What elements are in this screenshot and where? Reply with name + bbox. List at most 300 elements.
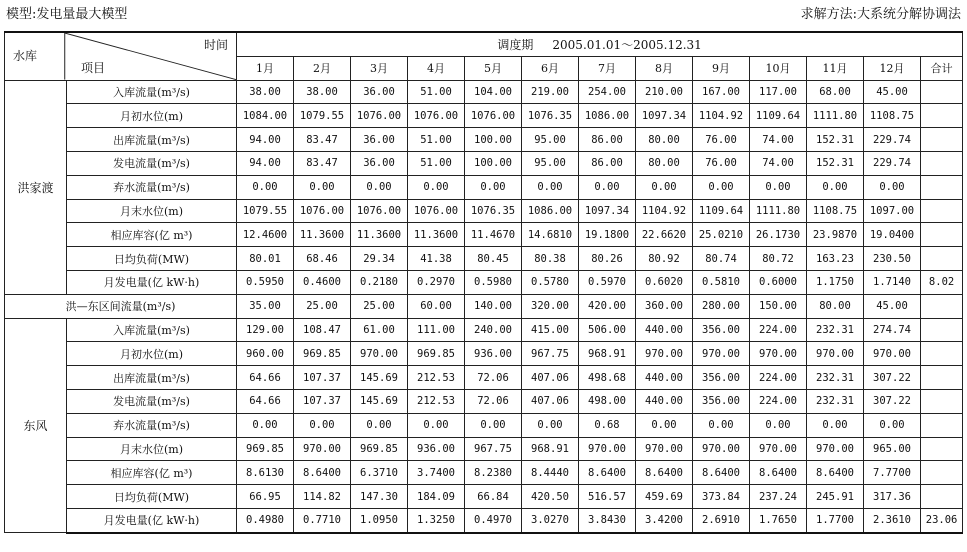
value-cell: 8.6400 — [579, 461, 636, 485]
value-cell: 1076.00 — [351, 104, 408, 128]
value-cell: 8.6130 — [237, 461, 294, 485]
value-cell: 970.00 — [750, 342, 807, 366]
period-value: 2005.01.01～2005.12.31 — [552, 37, 702, 52]
interval-flow-row — [5, 294, 963, 318]
value-cell: 51.00 — [408, 128, 465, 152]
value-cell: 1104.92 — [636, 199, 693, 223]
value-cell: 2.3610 — [864, 508, 921, 532]
value-cell: 8.4440 — [522, 461, 579, 485]
value-cell: 0.00 — [750, 175, 807, 199]
table-row — [5, 485, 963, 509]
value-cell: 970.00 — [294, 437, 351, 461]
value-cell: 95.00 — [522, 151, 579, 175]
total-cell — [921, 199, 963, 223]
value-cell: 969.85 — [237, 437, 294, 461]
value-cell: 224.00 — [750, 366, 807, 390]
value-cell: 970.00 — [807, 437, 864, 461]
value-cell: 0.4980 — [237, 508, 294, 532]
value-cell: 498.00 — [579, 389, 636, 413]
value-cell: 3.7400 — [408, 461, 465, 485]
value-cell: 373.84 — [693, 485, 750, 509]
value-cell: 80.38 — [522, 247, 579, 271]
row-label: 日均负荷(MW) — [67, 485, 237, 509]
value-cell: 66.95 — [237, 485, 294, 509]
corner-item-label: 项目 — [81, 60, 106, 75]
value-cell: 1084.00 — [237, 104, 294, 128]
solution-method: 求解方法:大系统分解协调法 — [800, 7, 961, 22]
total-cell — [921, 389, 963, 413]
value-cell: 420.50 — [522, 485, 579, 509]
value-cell: 1.3250 — [408, 508, 465, 532]
value-cell: 0.00 — [693, 175, 750, 199]
value-cell: 167.00 — [693, 80, 750, 104]
row-label: 日均负荷(MW) — [67, 247, 237, 271]
total-cell — [921, 318, 963, 342]
month-header: 8月 — [636, 56, 693, 80]
value-cell: 0.00 — [351, 175, 408, 199]
value-cell: 25.00 — [351, 294, 408, 318]
table-row — [5, 223, 963, 247]
corner-time-label: 时间 — [203, 38, 228, 52]
table-row — [5, 318, 963, 342]
diagonal-line — [5, 33, 236, 80]
value-cell: 184.09 — [408, 485, 465, 509]
row-label: 弃水流量(m³/s) — [67, 413, 237, 437]
value-cell: 356.00 — [693, 366, 750, 390]
value-cell: 516.57 — [579, 485, 636, 509]
value-cell: 1108.75 — [864, 104, 921, 128]
value-cell: 1086.00 — [579, 104, 636, 128]
value-cell: 140.00 — [465, 294, 522, 318]
value-cell: 498.68 — [579, 366, 636, 390]
value-cell: 111.00 — [408, 318, 465, 342]
value-cell: 51.00 — [408, 80, 465, 104]
value-cell: 94.00 — [237, 151, 294, 175]
value-cell: 35.00 — [237, 294, 294, 318]
value-cell: 970.00 — [693, 437, 750, 461]
value-cell: 0.00 — [522, 413, 579, 437]
value-cell: 1111.80 — [807, 104, 864, 128]
value-cell: 0.00 — [522, 175, 579, 199]
value-cell: 232.31 — [807, 389, 864, 413]
row-label: 月初水位(m) — [67, 104, 237, 128]
value-cell: 1076.00 — [465, 104, 522, 128]
value-cell: 3.0270 — [522, 508, 579, 532]
table-row — [5, 342, 963, 366]
value-cell: 970.00 — [636, 437, 693, 461]
value-cell: 1076.00 — [351, 199, 408, 223]
value-cell: 1.1750 — [807, 270, 864, 294]
value-cell: 117.00 — [750, 80, 807, 104]
row-label: 月末水位(m) — [67, 199, 237, 223]
value-cell: 0.4970 — [465, 508, 522, 532]
table-row — [5, 366, 963, 390]
value-cell: 2.6910 — [693, 508, 750, 532]
dispatch-table — [4, 31, 963, 534]
value-cell: 1109.64 — [693, 199, 750, 223]
total-cell — [921, 461, 963, 485]
value-cell: 0.00 — [237, 175, 294, 199]
value-cell: 11.4670 — [465, 223, 522, 247]
value-cell: 307.22 — [864, 389, 921, 413]
value-cell: 25.00 — [294, 294, 351, 318]
value-cell: 1086.00 — [522, 199, 579, 223]
value-cell: 86.00 — [579, 151, 636, 175]
value-cell: 232.31 — [807, 366, 864, 390]
value-cell: 0.5950 — [237, 270, 294, 294]
value-cell: 360.00 — [636, 294, 693, 318]
value-cell: 29.34 — [351, 247, 408, 271]
value-cell: 107.37 — [294, 366, 351, 390]
value-cell: 26.1730 — [750, 223, 807, 247]
value-cell: 38.00 — [237, 80, 294, 104]
value-cell: 967.75 — [465, 437, 522, 461]
value-cell: 0.00 — [807, 413, 864, 437]
row-label: 弃水流量(m³/s) — [67, 175, 237, 199]
table-row — [5, 80, 963, 104]
month-header: 2月 — [294, 56, 351, 80]
value-cell: 219.00 — [522, 80, 579, 104]
value-cell: 80.74 — [693, 247, 750, 271]
value-cell: 0.00 — [636, 413, 693, 437]
value-cell: 94.00 — [237, 128, 294, 152]
value-cell: 317.36 — [864, 485, 921, 509]
value-cell: 0.2180 — [351, 270, 408, 294]
month-header: 10月 — [750, 56, 807, 80]
value-cell: 240.00 — [465, 318, 522, 342]
value-cell: 152.31 — [807, 151, 864, 175]
value-cell: 1076.35 — [465, 199, 522, 223]
table-row — [5, 151, 963, 175]
value-cell: 100.00 — [465, 151, 522, 175]
period-cell — [237, 32, 963, 56]
value-cell: 212.53 — [408, 389, 465, 413]
value-cell: 280.00 — [693, 294, 750, 318]
period-label: 调度期 — [497, 37, 534, 52]
total-cell — [921, 366, 963, 390]
value-cell: 104.00 — [465, 80, 522, 104]
value-cell: 970.00 — [807, 342, 864, 366]
value-cell: 45.00 — [864, 80, 921, 104]
interval-flow-label: 洪—东区间流量(m³/s) — [5, 294, 237, 318]
value-cell: 229.74 — [864, 151, 921, 175]
value-cell: 86.00 — [579, 128, 636, 152]
value-cell: 1111.80 — [750, 199, 807, 223]
value-cell: 1097.34 — [579, 199, 636, 223]
value-cell: 459.69 — [636, 485, 693, 509]
value-cell: 8.6400 — [294, 461, 351, 485]
value-cell: 114.82 — [294, 485, 351, 509]
value-cell: 36.00 — [351, 128, 408, 152]
value-cell: 970.00 — [351, 342, 408, 366]
table-row — [5, 199, 963, 223]
value-cell: 60.00 — [408, 294, 465, 318]
value-cell: 3.8430 — [579, 508, 636, 532]
table-row — [5, 413, 963, 437]
value-cell: 440.00 — [636, 366, 693, 390]
value-cell: 1097.00 — [864, 199, 921, 223]
value-cell: 129.00 — [237, 318, 294, 342]
value-cell: 356.00 — [693, 318, 750, 342]
value-cell: 14.6810 — [522, 223, 579, 247]
value-cell: 968.91 — [579, 342, 636, 366]
value-cell: 72.06 — [465, 366, 522, 390]
row-label: 出库流量(m³/s) — [67, 366, 237, 390]
value-cell: 936.00 — [408, 437, 465, 461]
value-cell: 0.00 — [864, 175, 921, 199]
value-cell: 8.6400 — [693, 461, 750, 485]
value-cell: 80.26 — [579, 247, 636, 271]
value-cell: 936.00 — [465, 342, 522, 366]
row-label: 月发电量(亿 kW·h) — [67, 508, 237, 532]
value-cell: 41.38 — [408, 247, 465, 271]
value-cell: 356.00 — [693, 389, 750, 413]
value-cell: 0.5980 — [465, 270, 522, 294]
total-cell — [921, 485, 963, 509]
page-header — [4, 6, 963, 24]
value-cell: 0.00 — [408, 413, 465, 437]
month-header: 12月 — [864, 56, 921, 80]
value-cell: 23.9870 — [807, 223, 864, 247]
value-cell: 0.2970 — [408, 270, 465, 294]
value-cell: 307.22 — [864, 366, 921, 390]
value-cell: 11.3600 — [294, 223, 351, 247]
value-cell: 960.00 — [237, 342, 294, 366]
value-cell: 0.00 — [579, 175, 636, 199]
value-cell: 152.31 — [807, 128, 864, 152]
value-cell: 0.00 — [408, 175, 465, 199]
total-cell — [921, 151, 963, 175]
value-cell: 107.37 — [294, 389, 351, 413]
row-label: 发电流量(m³/s) — [67, 389, 237, 413]
value-cell: 0.00 — [807, 175, 864, 199]
value-cell: 0.6020 — [636, 270, 693, 294]
value-cell: 229.74 — [864, 128, 921, 152]
value-cell: 8.6400 — [807, 461, 864, 485]
value-cell: 970.00 — [693, 342, 750, 366]
value-cell: 415.00 — [522, 318, 579, 342]
total-cell — [921, 413, 963, 437]
value-cell: 0.7710 — [294, 508, 351, 532]
value-cell: 1097.34 — [636, 104, 693, 128]
value-cell: 11.3600 — [408, 223, 465, 247]
total-cell — [921, 247, 963, 271]
value-cell: 150.00 — [750, 294, 807, 318]
value-cell: 1079.55 — [237, 199, 294, 223]
value-cell: 64.66 — [237, 366, 294, 390]
row-label: 月发电量(亿 kW·h) — [67, 270, 237, 294]
value-cell: 1076.00 — [408, 104, 465, 128]
value-cell: 970.00 — [864, 342, 921, 366]
value-cell: 506.00 — [579, 318, 636, 342]
value-cell: 80.72 — [750, 247, 807, 271]
value-cell: 64.66 — [237, 389, 294, 413]
value-cell: 12.4600 — [237, 223, 294, 247]
value-cell: 0.68 — [579, 413, 636, 437]
corner-header — [5, 32, 237, 80]
value-cell: 45.00 — [864, 294, 921, 318]
value-cell: 80.92 — [636, 247, 693, 271]
month-header: 5月 — [465, 56, 522, 80]
header-row-1 — [5, 32, 963, 56]
value-cell: 80.00 — [636, 151, 693, 175]
value-cell: 8.6400 — [750, 461, 807, 485]
value-cell: 320.00 — [522, 294, 579, 318]
value-cell: 76.00 — [693, 128, 750, 152]
value-cell: 0.00 — [693, 413, 750, 437]
total-cell — [921, 223, 963, 247]
reservoir-name: 洪家渡 — [5, 80, 67, 294]
value-cell: 83.47 — [294, 151, 351, 175]
model-title: 模型:发电量最大模型 — [6, 7, 128, 22]
value-cell: 80.00 — [636, 128, 693, 152]
value-cell: 38.00 — [294, 80, 351, 104]
value-cell: 1108.75 — [807, 199, 864, 223]
value-cell: 440.00 — [636, 318, 693, 342]
value-cell: 1.7140 — [864, 270, 921, 294]
month-header: 9月 — [693, 56, 750, 80]
value-cell: 36.00 — [351, 80, 408, 104]
value-cell: 51.00 — [408, 151, 465, 175]
value-cell: 0.00 — [351, 413, 408, 437]
row-label: 发电流量(m³/s) — [67, 151, 237, 175]
row-label: 入库流量(m³/s) — [67, 80, 237, 104]
table-row — [5, 270, 963, 294]
value-cell: 969.85 — [408, 342, 465, 366]
value-cell: 970.00 — [636, 342, 693, 366]
value-cell: 0.00 — [294, 413, 351, 437]
value-cell: 224.00 — [750, 318, 807, 342]
value-cell: 3.4200 — [636, 508, 693, 532]
table-row — [5, 437, 963, 461]
row-label: 月末水位(m) — [67, 437, 237, 461]
value-cell: 245.91 — [807, 485, 864, 509]
row-label: 相应库容(亿 m³) — [67, 461, 237, 485]
value-cell: 68.46 — [294, 247, 351, 271]
table-row — [5, 175, 963, 199]
value-cell: 72.06 — [465, 389, 522, 413]
value-cell: 1076.00 — [294, 199, 351, 223]
row-label: 月初水位(m) — [67, 342, 237, 366]
value-cell: 969.85 — [294, 342, 351, 366]
value-cell: 25.0210 — [693, 223, 750, 247]
total-cell — [921, 128, 963, 152]
total-cell — [921, 104, 963, 128]
value-cell: 970.00 — [579, 437, 636, 461]
total-cell: 8.02 — [921, 270, 963, 294]
value-cell: 0.4600 — [294, 270, 351, 294]
value-cell: 1104.92 — [693, 104, 750, 128]
month-header: 1月 — [237, 56, 294, 80]
value-cell: 61.00 — [351, 318, 408, 342]
value-cell: 145.69 — [351, 366, 408, 390]
value-cell: 274.74 — [864, 318, 921, 342]
total-cell — [921, 80, 963, 104]
value-cell: 420.00 — [579, 294, 636, 318]
value-cell: 76.00 — [693, 151, 750, 175]
value-cell: 100.00 — [465, 128, 522, 152]
row-label: 入库流量(m³/s) — [67, 318, 237, 342]
table-row — [5, 508, 963, 532]
value-cell: 970.00 — [750, 437, 807, 461]
value-cell: 36.00 — [351, 151, 408, 175]
value-cell: 0.00 — [465, 175, 522, 199]
value-cell: 1079.55 — [294, 104, 351, 128]
value-cell: 7.7700 — [864, 461, 921, 485]
total-cell — [921, 437, 963, 461]
total-cell — [921, 175, 963, 199]
value-cell: 237.24 — [750, 485, 807, 509]
table-row — [5, 128, 963, 152]
month-header: 7月 — [579, 56, 636, 80]
value-cell: 0.00 — [864, 413, 921, 437]
value-cell: 68.00 — [807, 80, 864, 104]
value-cell: 95.00 — [522, 128, 579, 152]
value-cell: 0.00 — [636, 175, 693, 199]
total-cell: 23.06 — [921, 508, 963, 532]
row-label: 相应库容(亿 m³) — [67, 223, 237, 247]
value-cell: 0.00 — [237, 413, 294, 437]
table-row — [5, 461, 963, 485]
month-header: 3月 — [351, 56, 408, 80]
value-cell: 0.5970 — [579, 270, 636, 294]
value-cell: 147.30 — [351, 485, 408, 509]
value-cell: 254.00 — [579, 80, 636, 104]
value-cell: 11.3600 — [351, 223, 408, 247]
value-cell: 968.91 — [522, 437, 579, 461]
month-header: 11月 — [807, 56, 864, 80]
value-cell: 1.7700 — [807, 508, 864, 532]
value-cell: 965.00 — [864, 437, 921, 461]
value-cell: 0.00 — [294, 175, 351, 199]
value-cell: 1.0950 — [351, 508, 408, 532]
value-cell: 108.47 — [294, 318, 351, 342]
value-cell: 163.23 — [807, 247, 864, 271]
value-cell: 145.69 — [351, 389, 408, 413]
value-cell: 440.00 — [636, 389, 693, 413]
value-cell: 22.6620 — [636, 223, 693, 247]
total-cell — [921, 294, 963, 318]
value-cell: 1076.35 — [522, 104, 579, 128]
value-cell: 407.06 — [522, 389, 579, 413]
value-cell: 74.00 — [750, 151, 807, 175]
value-cell: 0.5780 — [522, 270, 579, 294]
value-cell: 74.00 — [750, 128, 807, 152]
table-row — [5, 104, 963, 128]
table-row — [5, 389, 963, 413]
row-label: 出库流量(m³/s) — [67, 128, 237, 152]
value-cell: 967.75 — [522, 342, 579, 366]
value-cell: 80.01 — [237, 247, 294, 271]
reservoir-name: 东风 — [5, 318, 67, 533]
value-cell: 66.84 — [465, 485, 522, 509]
value-cell: 19.0400 — [864, 223, 921, 247]
value-cell: 1109.64 — [750, 104, 807, 128]
value-cell: 210.00 — [636, 80, 693, 104]
value-cell: 224.00 — [750, 389, 807, 413]
value-cell: 232.31 — [807, 318, 864, 342]
value-cell: 407.06 — [522, 366, 579, 390]
table-row — [5, 247, 963, 271]
value-cell: 0.00 — [750, 413, 807, 437]
corner-reservoir-label: 水库 — [13, 49, 38, 63]
value-cell: 230.50 — [864, 247, 921, 271]
value-cell: 212.53 — [408, 366, 465, 390]
value-cell: 80.00 — [807, 294, 864, 318]
value-cell: 0.6000 — [750, 270, 807, 294]
value-cell: 83.47 — [294, 128, 351, 152]
value-cell: 8.6400 — [636, 461, 693, 485]
